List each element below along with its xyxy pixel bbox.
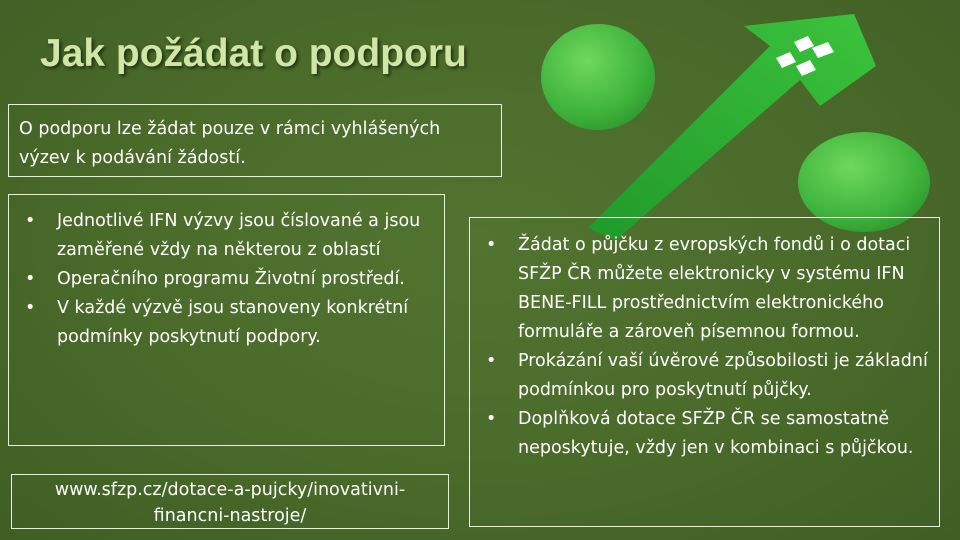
link-line-2[interactable]: financni-nastroje/ [153, 506, 307, 526]
list-item: • Operačního programu Životní prostředí. [21, 265, 432, 294]
list-item: • Jednotlivé IFN výzvy jsou číslované a jsou zaměřené vždy na některou z oblastí [21, 207, 432, 265]
list-item: • Žádat o půjčku z evropských fondů i o dotaci SFŽP ČR můžete elektronicky v systému IFN BENE-FILL prostřednictvím elektronického formuláře a zároveň písemnou formou. [482, 231, 929, 347]
ifn-calls-list [21, 207, 432, 352]
link-box[interactable] [11, 474, 449, 529]
link-line-1[interactable]: www.sfzp.cz/dotace-a-pujcky/inovativni- [54, 480, 406, 500]
percent-upper-circle [541, 24, 655, 130]
list-item: • Prokázání vaší úvěrové způsobilosti je základní podmínkou pro poskytnutí půjčky. [482, 347, 929, 405]
application-info-list [482, 231, 929, 463]
list-item: • Doplňková dotace SFŽP ČR se samostatně neposkytuje, vždy jen v kombinaci s půjčkou. [482, 405, 929, 463]
application-info-box [469, 217, 940, 527]
page-title: Jak požádat o podporu [40, 32, 467, 75]
list-item: • V každé výzvě jsou stanoveny konkrétní podmínky poskytnutí podpory. [21, 294, 432, 352]
intro-text: O podporu lze žádat pouze v rámci vyhlášených výzev k podávání žádostí. [19, 119, 441, 168]
intro-box [8, 104, 502, 177]
ifn-calls-box [8, 194, 445, 446]
